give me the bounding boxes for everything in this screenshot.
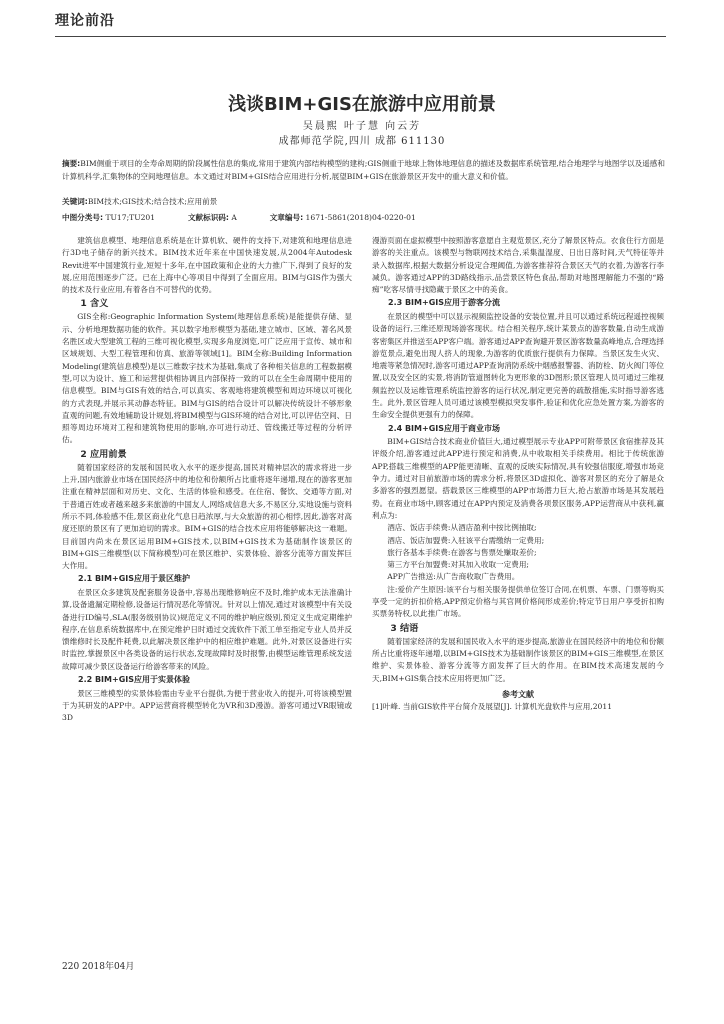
article-title: 浅谈BIM+GIS在旅游中应用前景 [228, 94, 496, 115]
doc-code-label: 文献标识码: [187, 213, 229, 222]
section-2-3-heading: 2.3 BIM+GIS应用于游客分流 [388, 298, 500, 308]
profit-item: 第三方平台加盟费:对其加入收取一定费用; [387, 560, 529, 570]
section-2-2-paragraph: 景区三维模型的实景体验需由专业平台提供,为便于营业收入的提升,可将该模型置于为其研发的APP中。APP运营商将模型转化为VR和3D漫游。游客可通过VR眼镜或3D [62, 688, 352, 723]
section-2-3-paragraph: 在景区的模型中可以显示视频监控设备的安装位置,并且可以通过系统远程遥控视频设备的运行,三维还原现场游客现状。结合相关程序,统计某景点的游客数量,自动生成游客密集区并推送至APP客户端。游客通过APP查询避开景区游客数量高峰地点,合理选择游览景点,避免出现人挤人的现象,为游客的优质旅行提供有力保障。当景区发生火灾、地震等紧急情况时,游客可通过APP查询消防系统中烟感报警器、消防栓、防火阀门等位置,以及安全区的实景,将消防管道图转化为更形象的3D图形;景区管理人员可通过三维视频监控以及运维管理系统监控游客的运行状况,制定更完善的疏散措施,实时指导游客逃生。此外,景区管理人员可通过该模型模拟突发事件,验证和优化应急处置方案,为游客的生命安全提供更强有力的保障。 [372, 311, 665, 420]
section-1-heading: 1 含义 [80, 298, 109, 310]
author-affiliation: 成都师范学院,四川 成都 611130 [278, 136, 446, 147]
note-paragraph: 注:爱价产生原因:该平台与相关服务提供单位签订合同,在机票、车票、门票等购买享受一定的折扣价格,APP预定价格与其官网价格间形成差价;特定节日用户享受折扣购买票务特权,以此推广市场。 [372, 584, 664, 619]
classification-line [62, 212, 666, 224]
section-2-heading: 2 应用前景 [80, 448, 127, 460]
section-3-heading: 3 结语 [390, 622, 419, 634]
keywords-text: BIM技术;GIS技术;结合技术;应用前景 [87, 197, 218, 206]
section-2-1-paragraph: 在景区众多建筑及配套服务设备中,容易出现维修响应不及时,维护成本无法准确计算,设备遗漏定期检修,设备运行情况恶化等情况。针对以上情况,通过对该模型中有关设备进行ID编号,SLA(服务级别协议)规范定义不同的维护响应级别,预定义生成定期维护程序,在信息系统数据库中,在预定维护日时通过交流软件下派工单至指定专业人员并反馈维修时长及配件耗费,以此解决景区维护中的相应维护难题。此外,对景区设备进行实时监控,掌握景区中各类设备的运行状态,发现故障时及时报警,由模型运维管理系统发送故障可减少景区设备运行给游客带来的风险。 [62, 587, 352, 671]
article-number-label: 文章编号: [269, 213, 304, 222]
clc-label: 中图分类号: [62, 213, 104, 222]
intro-paragraph: 建筑信息模型、地理信息系统是在计算机软、硬件的支持下,对建筑和地理信息进行3D电子储存的新兴技术。BIM技术近年来在中国快速发展,从2004年Autodesk Revit进军中国建筑行业,短短十多年,在中国政策和企业的大力推广下,得到了良好的发展,应用范围逐步广泛。已在上海中心等项目中得到了全面应用。BIM与GIS作为强大的技术及行业应用,有着各自不可替代的优势。 [62, 236, 352, 295]
profit-item: 酒店、饭店加盟费:入驻该平台需缴纳一定费用; [387, 535, 545, 545]
abstract-label: 摘要: [62, 159, 81, 168]
journal-section-header: 理论前沿 [55, 13, 115, 29]
left-column [62, 235, 352, 724]
reference-item: [1]叶峰. 当前GIS软件平台简介及展望[J]. 计算机光盘软件与应用,2011 [372, 702, 613, 712]
keywords [62, 196, 666, 208]
section-2-2-heading: 2.2 BIM+GIS应用于实景体验 [78, 675, 190, 684]
section-2-paragraph: 随着国家经济的发展和国民收入水平的逐步提高,国民对精神层次的需求将进一步上升,国内旅游业市场在国民经济中的地位和份额所占比重将逐年递增,现在的游客更加注重在精神层面和对历史、文化、生活的体验和感受。在住宿、餐饮、交通等方面,对于普通百姓或者越来越多来旅游的中国友人,网络成信息大多,不易区分,实地设施与资料所示不同,体验感不佳,景区商业化气息日趋浓厚,与大众旅游的初心相悖,因此,游客对高度还原的景区有了更加迫切的需求。BIM+GIS的结合技术应用将能够解决这一难题。目前国内尚未在景区运用BIM+GIS技术,以BIM+GIS技术为基础制作该景区的BIM+GIS三维模型(以下简称模型)可在景区维护、实景体验、游客分流等方面发挥巨大作用。 [62, 462, 352, 571]
section-2-4-paragraph: BIM+GIS结合技术商业价值巨大,通过模型展示专业APP可附带景区食宿推荐及其评级介绍,游客通过此APP进行预定和消费,从中收取相关手续费用。相比于传统旅游APP,搭载三维模型的APP能更清晰、直观的反映实际情况,具有较强信服度,增强市场竞争力。通过对目前旅游市场的需求分析,将景区3D虚拟化、游客对景区的充分了解是众多游客的强烈愿望。搭载景区三维模型的APP市场潜力巨大,抢占旅游市场是其发展趋势。在商业市场中,顾客通过在APP内预定及消费各项景区服务,APP运营商从中获利,赢利点为: [372, 437, 664, 520]
profit-item: 酒店、饭店手续费:从酒店盈利中按比例抽取; [387, 523, 537, 533]
profit-item: 旅行各基本手续费:在游客与售票处赚取差价; [387, 547, 537, 557]
abstract-text: BIM侧重于项目的全寿命周期的阶段属性信息的集成,常用于建筑内部结构模型的建构;GIS侧重于地球上物体地理信息的描述及数据库系统管理,结合地理学与地图学以及遥感和计算机科学,汇集物体的空间地理信息。本文通过对BIM+GIS结合应用进行分析,展望BIM+GIS在旅游景区开发中的重大意义和价值。 [62, 159, 665, 181]
section-1-paragraph: GIS全称:Geographic Information System(地理信息系统)是能提供存储、显示、分析地理数据功能的软件。其以数字地形模型为基础,建立城市、区域、著名风景名胜区或大型建筑工程的三维可视化模型,实现多角度浏览,可广泛应用于宣传、城市和区域规划、大型工程管理和仿真、旅游等领域[1]。BIM全称:Building Information Modeling(建筑信息模型)是以三维数字技术为基础,集成了各种相关信息的工程数据模型,可以为设计、施工和运营提供相协调且内部保持一致的可以在全生命周期中使用的信息模型。BIM与GIS有效的结合,可以真实、客观地将建筑模型和周边环境以可视化的方式表现,并展示其动静态特征。BIM与GIS的结合设计可以解决传统设计不够形象直观的问题,有效地辅助设计规划,将BIM模型与GIS环境的结合对比,可以评估空间、日照等周边环境对工程和建筑物使用的影响,亦可进行动迁、管线搬迁等过程的分析评估。 [62, 312, 352, 445]
section-2-1-heading: 2.1 BIM+GIS应用于景区维护 [78, 574, 190, 584]
clc-value: TU17;TU201 [105, 213, 156, 222]
keywords-label: 关键词: [62, 197, 88, 206]
header-divider [55, 36, 666, 37]
references-heading: 参考文献 [502, 689, 534, 699]
right-column [372, 235, 664, 713]
article-authors: 吴晨熙 叶子慧 向云芳 [302, 121, 422, 132]
abstract [62, 157, 666, 183]
article-number-value: 1671-5861(2018)04-0220-01 [305, 213, 416, 222]
continued-paragraph: 漫游页面在虚拟模型中按照游客意愿自主观览景区,充分了解景区特点。衣食住行方面是游客的关注重点。该模型与物联网技术结合,采集温湿度、日出日落时间,天气特征等并录入数据库,根据大数据分析设定合理阈值,为游客推荐符合景区天气的衣着,为游客行李减负。游客通过APP的3D路线指示,品尝景区特色食品,帮助对地图理解能力不强的“路痴”吃客尽情寻找隐藏于景区之中的美食。 [372, 236, 664, 295]
doc-code-value: A [231, 213, 237, 222]
page-footer: 220 2018年04月 [62, 962, 135, 972]
profit-item: APP广告推送:从广告商收取广告费用。 [387, 572, 520, 582]
conclusion-paragraph: 随着国家经济的发展和国民收入水平的逐步提高,旅游业在国民经济中的地位和份额所占比重将逐年递增,以BIM+GIS技术为基础制作该景区的BIM+GIS三维模型,在景区维护、实景体验、游客分流等方面发挥了巨大的作用。在BIM技术高速发展的今天,BIM+GIS集合技术应用将更加广泛。 [372, 636, 664, 683]
section-2-4-heading: 2.4 BIM+GIS应用于商业市场 [388, 423, 500, 433]
